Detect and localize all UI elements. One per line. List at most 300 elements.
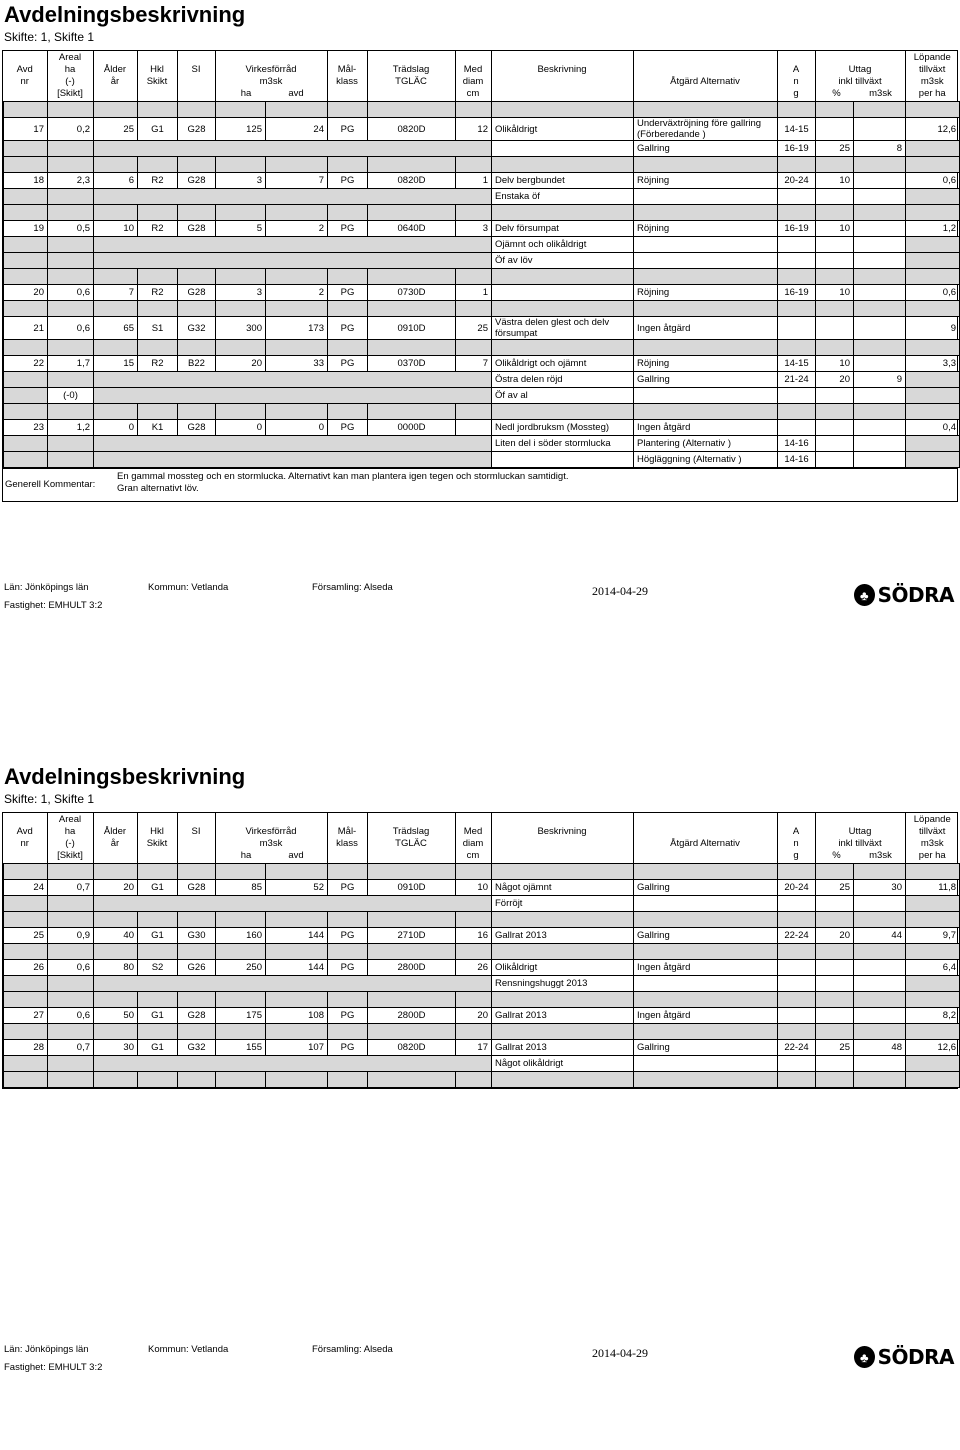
spacer-cell [94,205,138,221]
cell-si: G26 [178,960,216,976]
cell-uttag-pct [816,118,854,141]
cell-ang [778,1008,816,1024]
cell-areal [48,237,94,253]
cell-virke-ha: 125 [216,118,266,141]
cell-beskrivning: Liten del i söder stormlucka [492,436,634,452]
cell-atgard: Röjning [634,285,778,301]
spacer-cell [854,944,906,960]
spacer-cell [48,1024,94,1040]
cell-avd: 26 [4,960,48,976]
stand-table-1 [3,101,960,468]
empty-cell [4,452,48,468]
spacer-cell [94,157,138,173]
sub-row [4,436,960,452]
spacer-cell [854,992,906,1008]
hdr-alder: Ålder år [93,813,137,863]
cell-si: B22 [178,356,216,372]
cell-virke-ha: 3 [216,285,266,301]
spacer-cell [138,102,178,118]
cell-atgard: Ingen åtgärd [634,420,778,436]
cell-uttag-pct: 10 [816,221,854,237]
spacer-cell [178,992,216,1008]
cell-areal: 0,6 [48,317,94,340]
cell-hkl: R2 [138,173,178,189]
spacer-cell [906,102,960,118]
cell-lopande: 1,2 [906,221,960,237]
spacer-cell [368,301,456,317]
spacer-cell [266,340,328,356]
spacer-cell [368,340,456,356]
spacer-cell [816,1072,854,1088]
spacer-cell [328,992,368,1008]
cell-uttag-m3 [854,356,906,372]
cell-areal: 0,6 [48,1008,94,1024]
spacer-cell [634,301,778,317]
spacer-cell [4,992,48,1008]
spacer-cell [216,944,266,960]
cell-tradslag: 0820D [368,1040,456,1056]
cell-lopande: 3,3 [906,356,960,372]
spacer-cell [368,992,456,1008]
cell-areal: (-0) [48,388,94,404]
empty-cell [4,237,48,253]
cell-med-diam [456,420,492,436]
cell-uttag-pct: 10 [816,356,854,372]
spacer-cell [4,944,48,960]
cell-areal: 2,3 [48,173,94,189]
spacer-cell [778,301,816,317]
cell-uttag-pct: 10 [816,173,854,189]
spacer-cell [634,912,778,928]
cell-areal [48,189,94,205]
spacer-cell [816,864,854,880]
spacer-cell [906,992,960,1008]
empty-cell [906,896,960,912]
spacer-cell [138,912,178,928]
spacer-cell [816,404,854,420]
spacer-cell [266,301,328,317]
spacer-cell [906,404,960,420]
spacer-cell [778,944,816,960]
table-row [4,317,960,340]
empty-cell [906,976,960,992]
spacer-cell [634,404,778,420]
spacer-row [4,157,960,173]
empty-cell [94,1056,492,1072]
table-header [3,51,959,101]
cell-virke-ha: 5 [216,221,266,237]
cell-areal: 0,9 [48,928,94,944]
cell-beskrivning: Nedl jordbruksm (Mossteg) [492,420,634,436]
footer-2 [4,1342,956,1382]
spacer-cell [94,102,138,118]
hdr-atgard: Åtgärd Alternativ [633,51,777,101]
cell-beskrivning: Något ojämnt [492,880,634,896]
spacer-cell [368,864,456,880]
spacer-cell [178,102,216,118]
empty-cell [94,436,492,452]
cell-ang: 16-19 [778,285,816,301]
spacer-cell [178,1024,216,1040]
cell-beskrivning: Rensningshuggt 2013 [492,976,634,992]
cell-uttag-pct [816,976,854,992]
hdr-virkesforrad: Virkesförråd m3sk ha avd [215,813,327,863]
spacer-cell [138,1024,178,1040]
cell-med-diam: 20 [456,1008,492,1024]
spacer-cell [906,1024,960,1040]
empty-cell [906,189,960,205]
cell-tradslag: 0910D [368,880,456,896]
spacer-cell [492,912,634,928]
sodra-logo: ♣ SÖDRA [854,1344,954,1370]
table-row [4,173,960,189]
spacer-cell [178,301,216,317]
cell-ang [778,388,816,404]
document-title: Avdelningsbeskrivning [4,2,246,27]
spacer-cell [48,992,94,1008]
table-frame-2 [2,812,958,1089]
empty-cell [4,1056,48,1072]
spacer-cell [328,1024,368,1040]
cell-atgard: Ingen åtgärd [634,317,778,340]
spacer-cell [492,404,634,420]
spacer-cell [94,1072,138,1088]
spacer-cell [216,301,266,317]
spacer-cell [94,1024,138,1040]
spacer-cell [216,912,266,928]
cell-uttag-pct [816,388,854,404]
sub-row [4,237,960,253]
empty-cell [94,189,492,205]
spacer-cell [266,157,328,173]
sodra-logo: ♣ SÖDRA [854,582,954,608]
cell-alder: 6 [94,173,138,189]
cell-ang [778,253,816,269]
cell-lopande: 0,4 [906,420,960,436]
spacer-cell [456,1024,492,1040]
cell-tradslag: 2710D [368,928,456,944]
cell-ang: 14-15 [778,118,816,141]
spacer-cell [492,157,634,173]
spacer-cell [4,301,48,317]
spacer-cell [906,864,960,880]
cell-areal: 0,5 [48,221,94,237]
cell-uttag-pct [816,253,854,269]
spacer-cell [778,157,816,173]
cell-uttag-m3 [854,253,906,269]
hdr-hkl: Hkl Skikt [137,51,177,101]
cell-areal: 0,7 [48,1040,94,1056]
cell-virke-avd: 107 [266,1040,328,1056]
spacer-cell [634,992,778,1008]
cell-uttag-pct: 25 [816,141,854,157]
cell-beskrivning: Öf av al [492,388,634,404]
spacer-cell [4,340,48,356]
cell-atgard: Gallring [634,928,778,944]
cell-virke-avd: 33 [266,356,328,372]
spacer-cell [266,864,328,880]
spacer-cell [778,269,816,285]
cell-si: G32 [178,1040,216,1056]
cell-alder: 80 [94,960,138,976]
hdr-hkl: Hkl Skikt [137,813,177,863]
hdr-avd: Avd nr [16,826,33,849]
cell-atgard: Plantering (Alternativ ) [634,436,778,452]
spacer-row [4,1024,960,1040]
cell-alder: 65 [94,317,138,340]
document-title: Avdelningsbeskrivning [4,764,246,789]
cell-beskrivning: Gallrat 2013 [492,1008,634,1024]
cell-areal [48,896,94,912]
spacer-cell [368,1024,456,1040]
hdr-atgard: Åtgärd Alternativ [633,813,777,863]
empty-cell [4,388,48,404]
cell-virke-ha: 250 [216,960,266,976]
cell-uttag-m3 [854,189,906,205]
spacer-cell [634,1024,778,1040]
general-comment [3,468,957,501]
empty-cell [906,1056,960,1072]
spacer-row [4,102,960,118]
spacer-cell [492,269,634,285]
cell-med-diam: 1 [456,285,492,301]
spacer-cell [48,340,94,356]
hdr-uttag: Uttag inkl tillväxt % m3sk [815,813,905,863]
spacer-cell [816,301,854,317]
spacer-cell [634,102,778,118]
cell-hkl: G1 [138,1040,178,1056]
cell-si: G32 [178,317,216,340]
spacer-cell [854,269,906,285]
cell-atgard [634,976,778,992]
hdr-tradslag: Trädslag TGLÄC [367,51,455,101]
spacer-cell [816,944,854,960]
table-row [4,420,960,436]
spacer-cell [906,340,960,356]
cell-hkl: G1 [138,118,178,141]
hdr-virkesforrad: Virkesförråd m3sk ha avd [215,51,327,101]
cell-alder: 40 [94,928,138,944]
empty-cell [906,253,960,269]
empty-cell [94,237,492,253]
spacer-cell [48,205,94,221]
spacer-cell [216,864,266,880]
spacer-cell [456,301,492,317]
cell-virke-ha: 300 [216,317,266,340]
cell-virke-ha: 0 [216,420,266,436]
spacer-cell [266,404,328,420]
spacer-cell [456,404,492,420]
cell-ang: 14-15 [778,356,816,372]
cell-atgard: Ingen åtgärd [634,960,778,976]
cell-uttag-m3 [854,285,906,301]
spacer-cell [816,340,854,356]
hdr-med-diam: Med diam cm [455,51,491,101]
spacer-cell [216,205,266,221]
cell-med-diam: 1 [456,173,492,189]
cell-atgard: Gallring [634,1040,778,1056]
cell-uttag-pct [816,960,854,976]
spacer-cell [778,1024,816,1040]
empty-cell [4,189,48,205]
cell-si: G28 [178,118,216,141]
spacer-cell [854,1072,906,1088]
cell-uttag-m3: 30 [854,880,906,896]
cell-avd: 17 [4,118,48,141]
cell-si: G28 [178,1008,216,1024]
cell-atgard: Röjning [634,356,778,372]
spacer-cell [492,864,634,880]
spacer-cell [906,944,960,960]
sodra-tree-icon: ♣ [854,584,875,606]
spacer-cell [634,269,778,285]
spacer-cell [266,205,328,221]
spacer-cell [854,864,906,880]
spacer-cell [906,301,960,317]
cell-ang: 16-19 [778,221,816,237]
spacer-cell [456,205,492,221]
table-row [4,356,960,372]
cell-uttag-m3 [854,960,906,976]
spacer-cell [138,992,178,1008]
spacer-cell [854,340,906,356]
spacer-cell [778,404,816,420]
hdr-lopande: Löpande tillväxt m3sk per ha [905,51,959,101]
cell-beskrivning: Förröjt [492,896,634,912]
table-row [4,118,960,141]
spacer-cell [328,205,368,221]
cell-virke-ha: 175 [216,1008,266,1024]
document-subtitle: Skifte: 1, Skifte 1 [4,30,95,44]
cell-lopande: 0,6 [906,285,960,301]
spacer-cell [266,1024,328,1040]
spacer-cell [328,944,368,960]
spacer-cell [138,864,178,880]
cell-beskrivning: Olikåldrigt [492,118,634,141]
empty-cell [94,452,492,468]
cell-avd: 19 [4,221,48,237]
cell-ang: 16-19 [778,141,816,157]
cell-areal: 1,2 [48,420,94,436]
spacer-cell [216,1072,266,1088]
spacer-cell [178,269,216,285]
cell-uttag-m3: 48 [854,1040,906,1056]
cell-areal: 1,7 [48,356,94,372]
cell-areal [48,253,94,269]
cell-avd: 24 [4,880,48,896]
spacer-row [4,269,960,285]
spacer-cell [456,157,492,173]
hdr-beskrivning: Beskrivning [491,813,633,863]
cell-ang: 21-24 [778,372,816,388]
cell-malklass: PG [328,1008,368,1024]
cell-areal [48,1056,94,1072]
cell-beskrivning: Delv försumpat [492,221,634,237]
spacer-cell [456,992,492,1008]
spacer-cell [48,301,94,317]
spacer-cell [816,992,854,1008]
table-row [4,1040,960,1056]
spacer-cell [94,301,138,317]
cell-ang [778,420,816,436]
cell-virke-avd: 24 [266,118,328,141]
spacer-cell [368,912,456,928]
spacer-cell [492,1072,634,1088]
cell-uttag-m3 [854,1008,906,1024]
table-frame-1 [2,50,958,502]
cell-tradslag: 0820D [368,173,456,189]
table-row [4,880,960,896]
spacer-cell [368,269,456,285]
cell-lopande: 12,6 [906,1040,960,1056]
cell-areal: 0,2 [48,118,94,141]
cell-malklass: PG [328,285,368,301]
spacer-row [4,404,960,420]
cell-alder: 50 [94,1008,138,1024]
cell-alder: 15 [94,356,138,372]
cell-uttag-m3 [854,237,906,253]
spacer-cell [492,992,634,1008]
sub-row [4,253,960,269]
spacer-cell [778,1072,816,1088]
spacer-cell [328,404,368,420]
spacer-cell [906,912,960,928]
page-2 [0,762,960,1450]
cell-malklass: PG [328,880,368,896]
cell-areal [48,976,94,992]
cell-beskrivning: Östra delen röjd [492,372,634,388]
cell-si: G30 [178,928,216,944]
spacer-cell [634,1072,778,1088]
cell-lopande: 9,7 [906,928,960,944]
cell-avd: 28 [4,1040,48,1056]
spacer-cell [216,1024,266,1040]
spacer-cell [778,912,816,928]
spacer-cell [328,912,368,928]
sub-row [4,141,960,157]
spacer-cell [178,205,216,221]
cell-alder: 0 [94,420,138,436]
spacer-cell [816,1024,854,1040]
cell-uttag-m3 [854,1056,906,1072]
cell-beskrivning: Något olikåldrigt [492,1056,634,1072]
cell-lopande: 9 [906,317,960,340]
spacer-cell [138,157,178,173]
cell-uttag-pct [816,896,854,912]
cell-ang [778,896,816,912]
hdr-malklass: Mål- klass [327,813,367,863]
cell-tradslag: 0730D [368,285,456,301]
hdr-beskrivning: Beskrivning [491,51,633,101]
spacer-row [4,340,960,356]
cell-lopande: 0,6 [906,173,960,189]
footer-date: 2014-04-29 [592,1346,648,1360]
cell-ang: 20-24 [778,880,816,896]
spacer-cell [4,1024,48,1040]
cell-atgard: Gallring [634,372,778,388]
spacer-cell [48,404,94,420]
spacer-cell [456,864,492,880]
cell-uttag-pct [816,237,854,253]
spacer-cell [778,102,816,118]
spacer-cell [328,102,368,118]
cell-ang [778,960,816,976]
footer-lan: Län: Jönköpings län [4,1344,89,1355]
cell-atgard: Gallring [634,141,778,157]
cell-ang: 14-16 [778,436,816,452]
spacer-cell [456,269,492,285]
footer-fastighet: Fastighet: EMHULT 3:2 [4,1362,103,1373]
